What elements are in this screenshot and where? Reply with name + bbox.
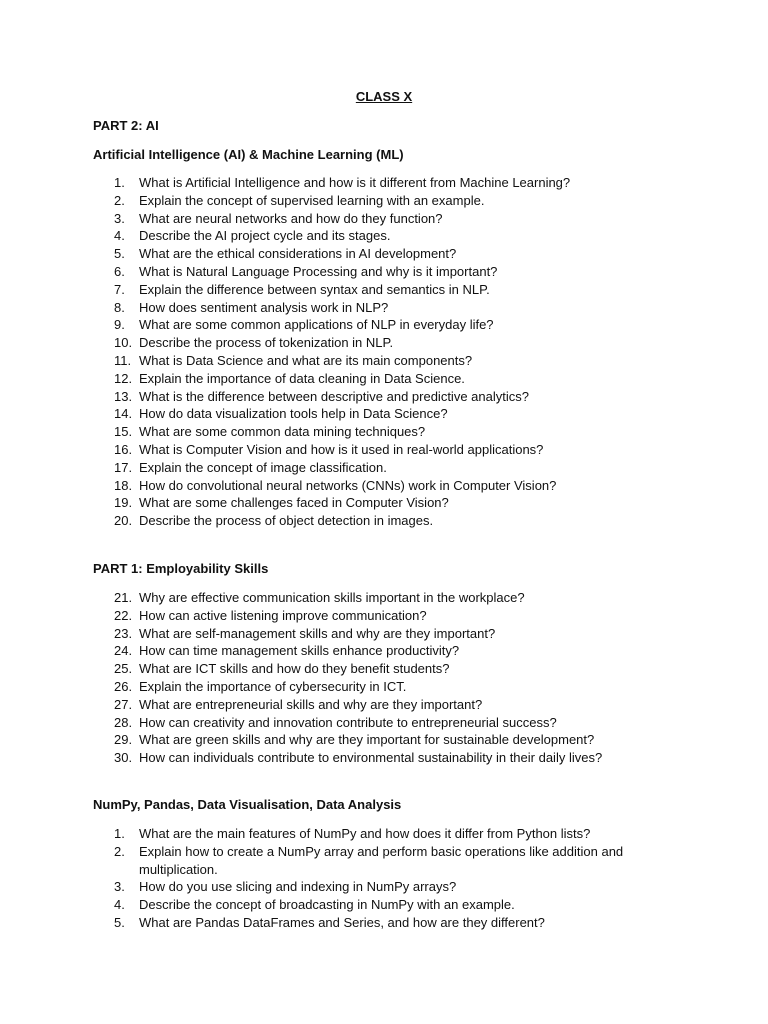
question-item <box>93 459 693 477</box>
question-number: 4. <box>114 897 125 913</box>
ai-ml-heading: Artificial Intelligence (AI) & Machine Learning (ML) <box>93 147 404 162</box>
question-text: Describe the concept of broadcasting in NumPy with an example. <box>139 897 515 913</box>
question-item <box>93 352 693 370</box>
question-item <box>93 878 683 896</box>
employability-question-list <box>93 589 693 767</box>
question-number: 12. <box>114 370 133 386</box>
question-text: What are the ethical considerations in AI development? <box>139 246 457 262</box>
question-number: 2. <box>114 192 125 208</box>
question-text: Describe the process of object detection in images. <box>139 513 434 529</box>
question-item <box>93 825 683 843</box>
question-item <box>93 696 693 714</box>
question-number: 28. <box>114 714 133 730</box>
question-number: 2. <box>114 843 125 859</box>
question-text: What are entrepreneurial skills and why are they important? <box>139 696 483 712</box>
question-item <box>93 210 693 228</box>
question-number: 8. <box>114 299 125 315</box>
question-number: 23. <box>114 625 133 641</box>
question-text: What are Pandas DataFrames and Series, and how are they different? <box>139 914 545 930</box>
question-text: What is Computer Vision and how is it used in real-world applications? <box>139 441 544 457</box>
question-number: 27. <box>114 696 133 712</box>
question-item <box>93 423 693 441</box>
question-item <box>93 494 693 512</box>
question-number: 5. <box>114 246 125 262</box>
question-number: 20. <box>114 513 133 529</box>
question-text: How can active listening improve communication? <box>139 607 427 623</box>
question-item <box>93 477 693 495</box>
question-number: 13. <box>114 388 133 404</box>
question-item <box>93 589 693 607</box>
numpy-heading: NumPy, Pandas, Data Visualisation, Data Analysis <box>93 797 402 812</box>
question-text: How can individuals contribute to environmental sustainability in their daily lives? <box>139 750 603 766</box>
part2-heading: PART 2: AI <box>93 118 159 133</box>
question-text: What is Natural Language Processing and why is it important? <box>139 263 498 279</box>
question-text: What are some challenges faced in Computer Vision? <box>139 495 449 511</box>
question-text: What is the difference between descriptive and predictive analytics? <box>139 388 529 404</box>
question-item <box>93 405 693 423</box>
question-item <box>93 512 693 530</box>
question-item <box>93 245 693 263</box>
question-number: 30. <box>114 750 133 766</box>
question-text: What is Data Science and what are its main components? <box>139 352 473 368</box>
question-item <box>93 914 683 932</box>
document-title: CLASS X <box>355 89 413 104</box>
question-number: 9. <box>114 317 125 333</box>
question-item <box>93 388 693 406</box>
question-text: How can creativity and innovation contribute to entrepreneurial success? <box>139 714 557 730</box>
question-number: 7. <box>114 281 125 297</box>
question-item <box>93 370 693 388</box>
question-text: Explain the importance of data cleaning in Data Science. <box>139 370 465 386</box>
question-number: 6. <box>114 263 125 279</box>
question-item <box>93 263 693 281</box>
question-text: What are neural networks and how do they function? <box>139 210 443 226</box>
question-text: How do convolutional neural networks (CNNs) work in Computer Vision? <box>139 477 557 493</box>
question-item <box>93 227 693 245</box>
question-item <box>93 441 693 459</box>
question-text: Explain the concept of image classification. <box>139 459 387 475</box>
question-item <box>93 316 693 334</box>
question-text: What are the main features of NumPy and how does it differ from Python lists? <box>139 826 591 841</box>
question-text: Explain the importance of cybersecurity in ICT. <box>139 678 407 694</box>
question-text: How do data visualization tools help in Data Science? <box>139 406 448 422</box>
question-number: 25. <box>114 661 133 677</box>
question-number: 19. <box>114 495 133 511</box>
question-text: Why are effective communication skills important in the workplace? <box>139 590 525 605</box>
question-number: 17. <box>114 459 133 475</box>
question-number: 15. <box>114 424 133 440</box>
question-item <box>93 174 693 192</box>
question-item <box>93 843 683 879</box>
question-item <box>93 731 693 749</box>
question-number: 24. <box>114 643 133 659</box>
question-item <box>93 625 693 643</box>
question-number: 5. <box>114 914 125 930</box>
question-number: 10. <box>114 335 133 351</box>
question-number: 21. <box>114 590 133 605</box>
question-text: Explain the concept of supervised learning with an example. <box>139 192 485 208</box>
question-text: Describe the AI project cycle and its stages. <box>139 228 391 244</box>
part1-heading: PART 1: Employability Skills <box>93 561 269 576</box>
question-text: What are some common applications of NLP in everyday life? <box>139 317 494 333</box>
question-text: Explain the difference between syntax and semantics in NLP. <box>139 281 490 297</box>
question-text: Describe the process of tokenization in NLP. <box>139 335 394 351</box>
question-item <box>93 607 693 625</box>
question-number: 14. <box>114 406 133 422</box>
question-item <box>93 678 693 696</box>
question-item <box>93 192 693 210</box>
question-number: 3. <box>114 210 125 226</box>
ai-question-list <box>93 174 693 530</box>
question-item <box>93 749 693 767</box>
question-number: 29. <box>114 732 133 748</box>
question-text: How can time management skills enhance productivity? <box>139 643 460 659</box>
question-text: What is Artificial Intelligence and how is it different from Machine Learning? <box>139 175 571 190</box>
question-text: What are self-management skills and why are they important? <box>139 625 496 641</box>
question-number: 22. <box>114 607 133 623</box>
question-item <box>93 896 683 914</box>
question-text: What are ICT skills and how do they benefit students? <box>139 661 450 677</box>
question-number: 3. <box>114 879 125 895</box>
numpy-question-list <box>93 825 683 932</box>
question-number: 18. <box>114 477 133 493</box>
question-number: 4. <box>114 228 125 244</box>
question-item <box>93 281 693 299</box>
question-number: 11. <box>114 352 132 368</box>
question-text: What are green skills and why are they important for sustainable development? <box>139 732 595 748</box>
question-number: 1. <box>114 826 125 841</box>
question-item <box>93 660 693 678</box>
question-text: How does sentiment analysis work in NLP? <box>139 299 389 315</box>
question-item <box>93 714 693 732</box>
question-number: 1. <box>114 175 125 190</box>
question-text: Explain how to create a NumPy array and perform basic operations like addition and multiplication. <box>139 843 624 877</box>
question-item <box>93 334 693 352</box>
question-number: 16. <box>114 441 133 457</box>
question-text: How do you use slicing and indexing in NumPy arrays? <box>139 879 457 895</box>
question-number: 26. <box>114 678 133 694</box>
question-item <box>93 299 693 317</box>
question-item <box>93 642 693 660</box>
question-text: What are some common data mining techniques? <box>139 424 426 440</box>
